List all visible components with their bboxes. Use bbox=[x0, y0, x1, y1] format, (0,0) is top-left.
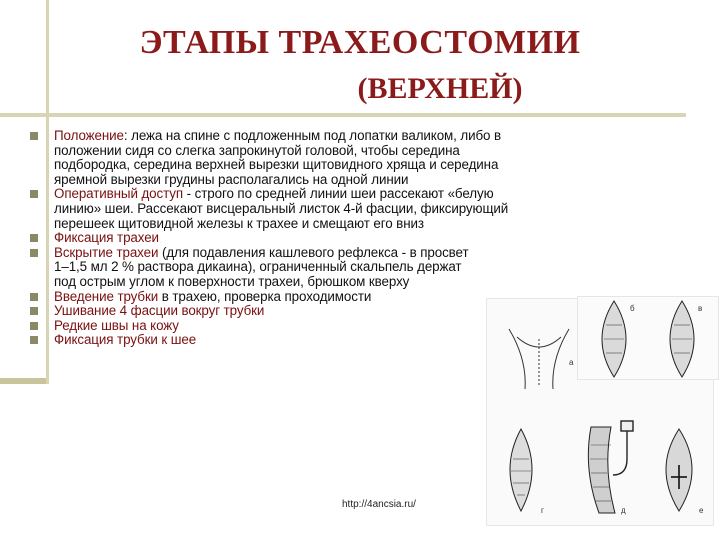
figure-label: а bbox=[569, 358, 574, 367]
source-url: http://4ancsia.ru/ bbox=[342, 499, 416, 510]
surgery-illustrations-top bbox=[577, 296, 719, 380]
figure-label: е bbox=[699, 506, 704, 515]
bullet-text: : лежа на спине с подложенным под лопатки валиком, либо в положении сидя со слегка запрокинутой головой, чтобы середина подбородка, середина верхней вырезки щитовидного хряща и середина яремной вырезки грудины располагались на одной линии bbox=[54, 128, 502, 187]
slide-title: ЭТАПЫ ТРАХЕОСТОМИИ bbox=[139, 24, 581, 61]
bullet-item bbox=[30, 246, 486, 290]
bullet-text: - строго по средней линии шеи рассекают «белую линию» шеи. Рассекают висцеральный листок 4-й фасции, фиксирующий перешеек щитовидной железы к трахее и смещают его вниз bbox=[54, 186, 509, 231]
bullet-item bbox=[30, 129, 526, 187]
bullet-marker bbox=[30, 249, 38, 257]
bullet-text: (для подавления кашлевого рефлекса - в просвет 1–1,5 мл 2 % раствора дикаина), ограниченный скальпель держат под острым углом к поверхности трахеи, брюшком кверху bbox=[54, 244, 469, 289]
bullet-head: Введение трубки bbox=[54, 288, 159, 304]
bullet-text: в трахею, проверка проходимости bbox=[158, 288, 372, 304]
bullet-head: Оперативный доступ bbox=[54, 186, 184, 202]
bullet-head: Ушивание 4 фасции вокруг трубки bbox=[54, 303, 265, 319]
bullet-marker bbox=[30, 190, 38, 198]
bullet-marker bbox=[30, 132, 38, 140]
bullet-marker bbox=[30, 336, 38, 344]
slide-subtitle: (ВЕРХНЕЙ) bbox=[357, 72, 523, 105]
figure-label: г bbox=[541, 506, 544, 515]
figure-label: б bbox=[630, 304, 635, 313]
bullet-item bbox=[30, 231, 590, 246]
figure-label: в bbox=[698, 304, 703, 313]
bullet-marker bbox=[30, 322, 38, 330]
bullet-head: Фиксация трахеи bbox=[54, 230, 159, 246]
decorative-horizontal-line bbox=[0, 113, 686, 117]
bullet-marker bbox=[30, 307, 38, 315]
bullet-head: Вскрытие трахеи bbox=[54, 244, 159, 260]
bullet-head: Положение bbox=[54, 128, 124, 143]
bullet-head: Редкие швы на кожу bbox=[54, 317, 179, 333]
bullet-item bbox=[30, 187, 526, 231]
decorative-left-bar bbox=[0, 378, 46, 384]
bullet-marker bbox=[30, 293, 38, 301]
bullet-marker bbox=[30, 234, 38, 242]
figure-label: д bbox=[621, 506, 626, 515]
incision-drawings bbox=[578, 297, 718, 379]
bullet-head: Фиксация трубки к шее bbox=[54, 332, 197, 348]
